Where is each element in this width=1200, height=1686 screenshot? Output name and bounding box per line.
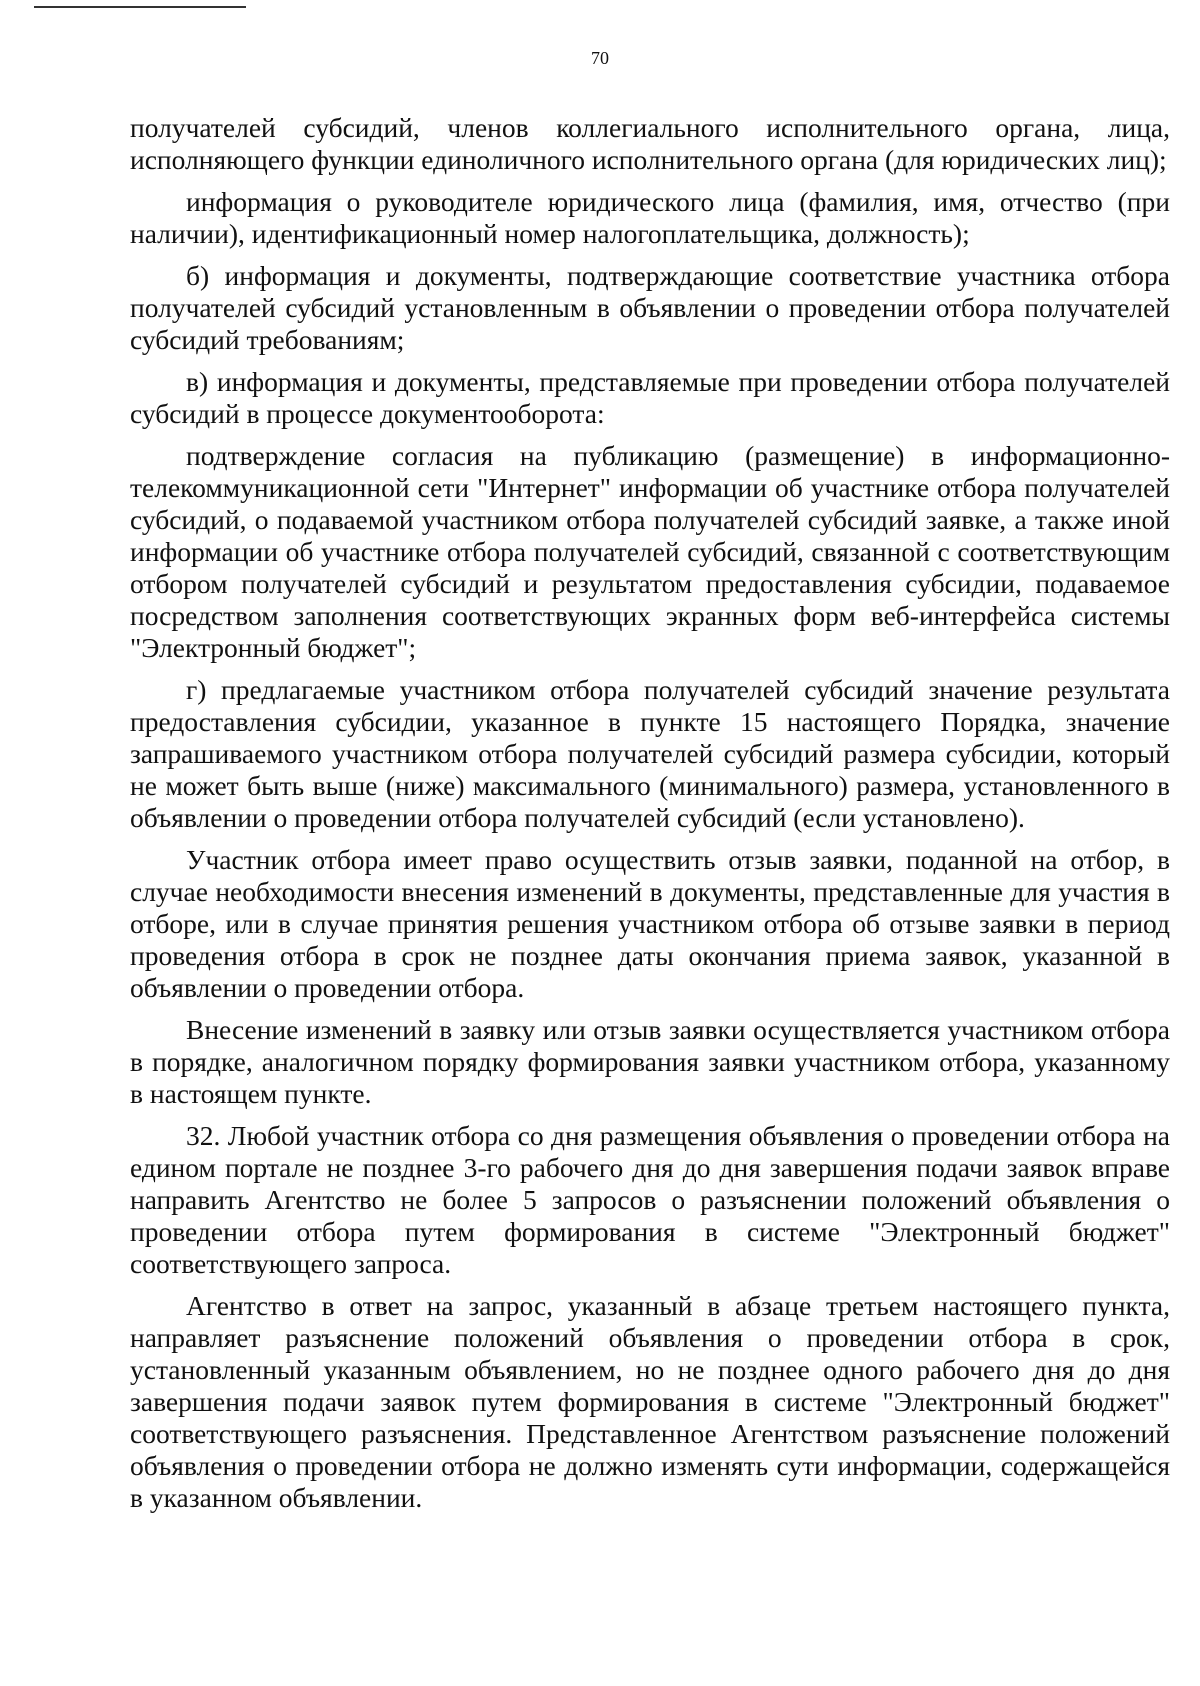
page-number: 70 bbox=[591, 48, 609, 68]
paragraph: информация о руководителе юридического лица (фамилия, имя, отчество (при наличии), идентификационный номер налогоплательщика, должность); bbox=[130, 186, 1170, 249]
top-rule bbox=[34, 6, 246, 8]
paragraph: Внесение изменений в заявку или отзыв заявки осуществляется участником отбора в порядке, аналогичном порядку формирования заявки участником отбора, указанному в настоящем пункте. bbox=[130, 1014, 1170, 1109]
paragraph: Участник отбора имеет право осуществить отзыв заявки, поданной на отбор, в случае необходимости внесения изменений в документы, представленные для участия в отборе, или в случае принятия решения участником отбора об отзыве заявки в период проведения отбора в срок не позднее даты окончания приема заявок, указанной в объявлении о проведении отбора. bbox=[130, 844, 1170, 1003]
paragraph: г) предлагаемые участником отбора получателей субсидий значение результата предоставления субсидии, указанное в пункте 15 настоящего Порядка, значение запрашиваемого участником отбора получателей субсидий размера субсидии, который не может быть выше (ниже) максимального (минимального) размера, установленного в объявлении о проведении отбора получателей субсидий (если установлено). bbox=[130, 674, 1170, 833]
paragraph: 32. Любой участник отбора со дня размещения объявления о проведении отбора на едином портале не позднее 3-го рабочего дня до дня завершения подачи заявок вправе направить Агентство не более 5 запросов о разъяснении положений объявления о проведении отбора путем формирования в системе "Электронный бюджет" соответствующего запроса. bbox=[130, 1120, 1170, 1279]
paragraph: Агентство в ответ на запрос, указанный в абзаце третьем настоящего пункта, направляет разъяснение положений объявления о проведении отбора в срок, установленный указанным объявлением, но не позднее одного рабочего дня до дня завершения подачи заявок путем формирования в системе "Электронный бюджет" соответствующего разъяснения. Представленное Агентством разъяснение положений объявления о проведении отбора не должно изменять сути информации, содержащейся в указанном объявлении. bbox=[130, 1290, 1170, 1513]
document-body bbox=[130, 112, 1170, 1524]
paragraph: получателей субсидий, членов коллегиального исполнительного органа, лица, исполняющего функции единоличного исполнительного органа (для юридических лиц); bbox=[130, 112, 1170, 175]
paragraph: б) информация и документы, подтверждающие соответствие участника отбора получателей субсидий установленным в объявлении о проведении отбора получателей субсидий требованиям; bbox=[130, 260, 1170, 355]
paragraph: подтверждение согласия на публикацию (размещение) в информационно-телекоммуникационной сети "Интернет" информации об участнике отбора получателей субсидий, о подаваемой участником отбора получателей субсидий заявке, а также иной информации об участнике отбора получателей субсидий, связанной с соответствующим отбором получателей субсидий и результатом предоставления субсидии, подаваемое посредством заполнения соответствующих экранных форм веб-интерфейса системы "Электронный бюджет"; bbox=[130, 440, 1170, 663]
paragraph: в) информация и документы, представляемые при проведении отбора получателей субсидий в процессе документооборота: bbox=[130, 366, 1170, 429]
